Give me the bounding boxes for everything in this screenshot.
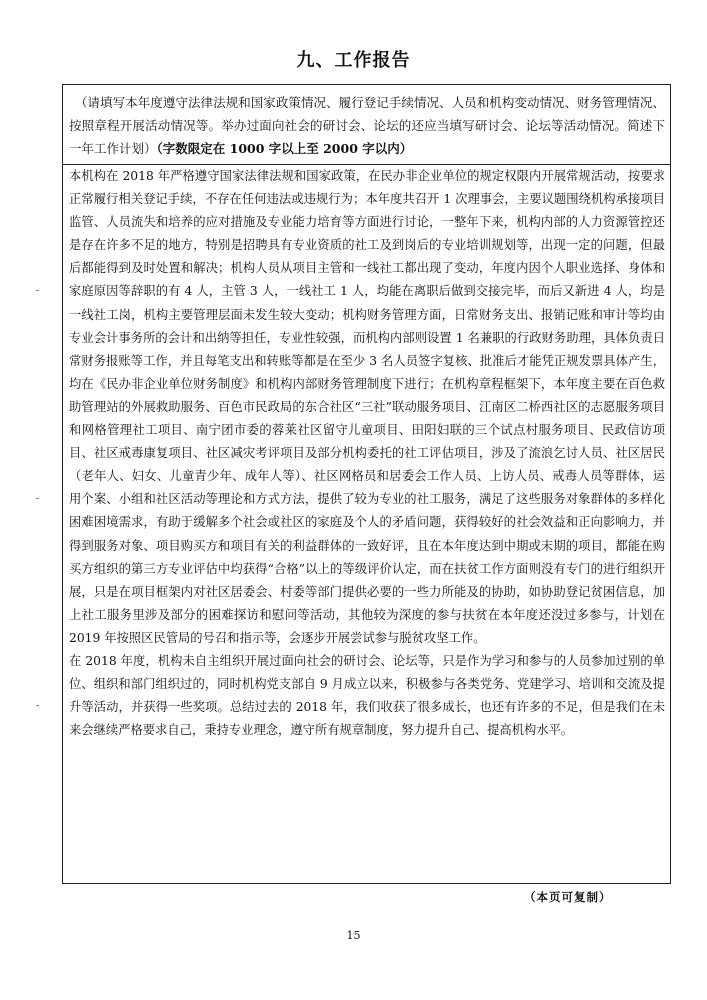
scan-mark <box>36 290 39 291</box>
report-paragraph-1: 本机构在 2018 年严格遵守国家法律法规和国家政策，在民办非企业单位的规定权限内开展常规活动，按要求正常履行相关登记手续，不存在任何违法或违规行为；本年度共召开 1 次理事会，主要议题围绕机构承接项目监管、人员流失和培养的应对措施及专业能力培育等方面进行讨论，一整年下来，机构内部的人力资源管控还是存在许多不足的地方，特别是招聘具有专业资质的社工及到岗后的专业培训规划等，出现一定的问题，但最后都能得到及时处置和解决；机构人员从项目主管和一线社工都出现了变动，年度内因个人职业选择、身体和家庭原因等辞职的有 4 人，主管 3 人，一线社工 1 人，均能在离职后做到交接完毕，而后又新进 4 人，均是一线社工岗，机构主要管理层面未发生较大变动；机构财务管理方面，日常财务支出、报销记账和审计等均由专业会计事务所的会计和出纳等担任，专业性较强，而机构内部则设置 1 名兼职的行政财务助理，具体负责日常财务报账等工作，并且每笔支出和转账等都是在至少 3 名人员签字复核、批准后才能凭正规发票具体产生，均在《民办非企业单位财务制度》和机构内部财务管理制度下进行；在机构章程框架下，本年度主要在百色救助管理站的外展救助服务、百色市民政局的东合社区“三社”联动服务项目、江南区二桥西社区的志愿服务项目和网格管理社工项目、南宁团市委的蓉莱社区留守儿童项目、田阳妇联的三个试点村服务项目、民政信访项目、社区戒毒康复项目、社区减灾考评项目及部分机构委托的社工评估项目，涉及了流浪乞讨人员、社区居民（老年人、妇女、儿童青少年、成年人等）、社区网格员和居委会工作人员、上访人员、戒毒人员等群体，运用个案、小组和社区活动等理论和方式方法，提供了较为专业的社工服务，满足了这些服务对象群体的多样化困难困境需求，有助于缓解多个社会或社区的家庭及个人的矛盾问题，获得较好的社会效益和正向影响力，并得到服务对象、项目购买方和项目有关的利益群体的一致好评，且在本年度达到中期或末期的项目，都能在购买方组织的第三方专业评估中均获得“合格”以上的等级评价认定，而在扶贫工作方面则没有专门的进行组织开展，只是在项目框架内对社区居委会、村委等部门提供必要的一些力所能及的协助，如协助登记贫困信息，加上社工服务里涉及部分的困难探访和慰问等活动，其他较为深度的参与扶贫在本年度还没过多参与，计划在 2019 年按照区民管局的号召和指示等，会逐步开展尝试参与脱贫攻坚工作。 <box>69 169 665 645</box>
report-paragraph-2: 在 2018 年度，机构未自主组织开展过面向社会的研讨会、论坛等，只是作为学习和参与的人员参加过别的单位、组织和部门组织过的，同时机构党支部自 9 月成立以来，积极参与各类党务、党建学习、培训和交流及提升等活动，并获得一些奖项。总结过去的 2018 年，我们收获了很多成长，也还有许多的不足，但是我们在未来会继续严格要求自己，秉持专业理念，遵守所有规章制度，努力提升自己、提高机构水平。 <box>69 653 665 738</box>
scan-mark <box>36 705 39 706</box>
report-body <box>69 165 665 742</box>
instructions-block <box>69 91 665 160</box>
scan-mark <box>36 498 39 499</box>
instructions-text: （请填写本年度遵守法律法规和国家政策情况、履行登记手续情况、人员和机构变动情况、财务管理情况、按照章程开展活动情况等。举办过面向社会的研讨会、论坛的还应当填写研讨会、论坛等活动情况。简述下一年工作计划） <box>69 95 665 156</box>
report-frame <box>62 84 671 884</box>
word-limit-note: （字数限定在 1000 字以上至 2000 字以内） <box>156 141 413 156</box>
copy-note: （本页可复制） <box>524 890 612 904</box>
section-title: 九、工作报告 <box>296 50 411 71</box>
page-number: 15 <box>346 929 361 942</box>
